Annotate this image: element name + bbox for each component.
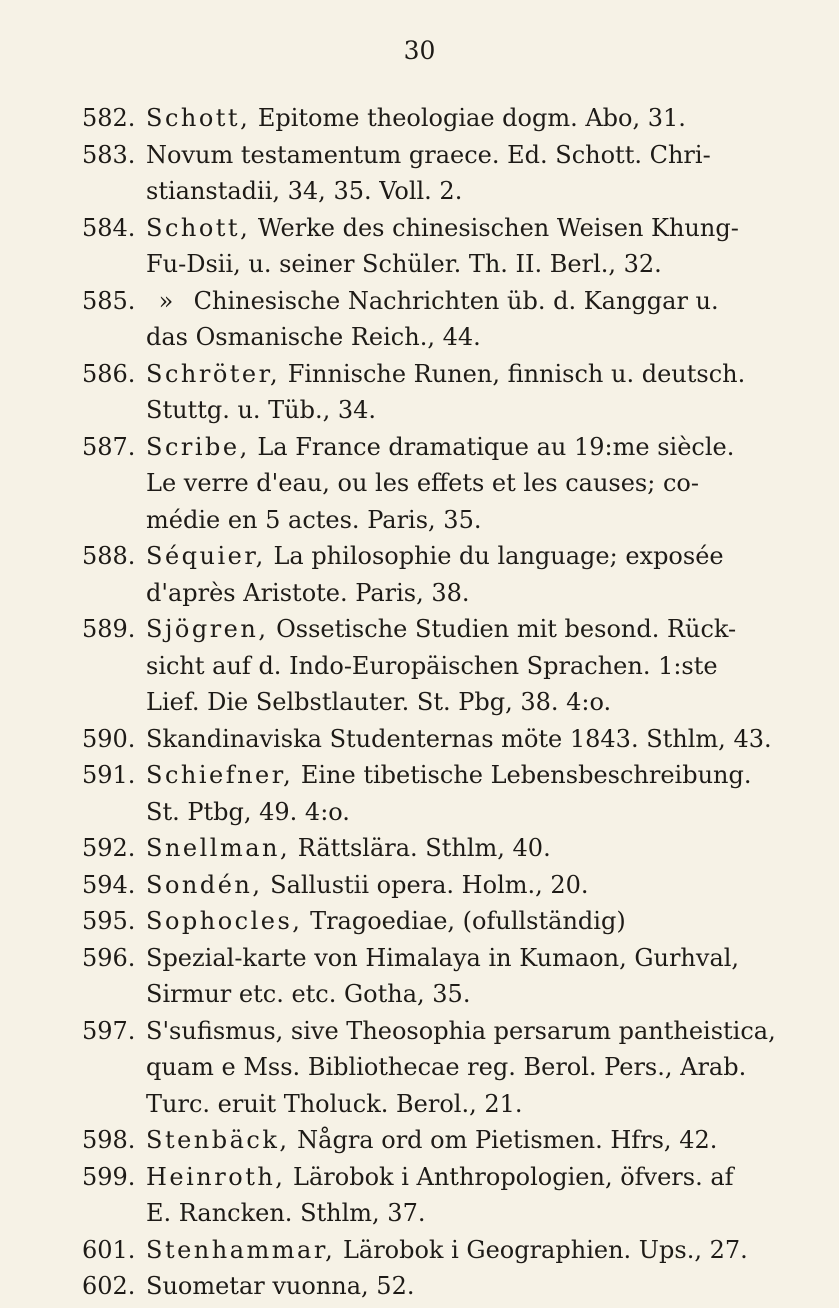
entry-number: 596. bbox=[82, 943, 136, 972]
entry-number: 597. bbox=[82, 1016, 136, 1045]
entry-text: E. Rancken. Sthlm, 37. bbox=[146, 1199, 426, 1227]
entry-text: Rättslära. Sthlm, 40. bbox=[290, 834, 551, 862]
entry-line bbox=[146, 1122, 772, 1159]
entry-text: Några ord om Pietismen. Hfrs, 42. bbox=[289, 1126, 718, 1154]
entry-text: Spezial-karte von Himalaya in Kumaon, Gurhval, bbox=[146, 943, 740, 972]
entry-text: Lief. Die Selbstlauter. St. Pbg, 38. 4:o. bbox=[146, 688, 612, 716]
entry-line bbox=[146, 429, 772, 466]
entry-text: La philosophie du language; exposée bbox=[265, 542, 724, 570]
entry-number: 592. bbox=[82, 834, 136, 862]
entry-text: Fu-Dsii, u. seiner Schüler. Th. II. Berl., 32. bbox=[146, 250, 662, 278]
entry-text: das Osmanische Reich., 44. bbox=[146, 323, 481, 351]
entry-line bbox=[146, 684, 772, 721]
entry-line bbox=[146, 940, 772, 977]
entry-author: Snellman, bbox=[146, 834, 291, 862]
entry-number: 582. bbox=[82, 104, 136, 132]
entry-text: sicht auf d. Indo-Europäischen Sprachen. 1:ste bbox=[146, 651, 718, 680]
catalog-entry bbox=[82, 1268, 772, 1305]
entry-line bbox=[146, 137, 772, 174]
entry-line bbox=[146, 1049, 772, 1086]
entry-text: Suometar vuonna, 52. bbox=[146, 1272, 415, 1300]
entry-line bbox=[146, 1159, 772, 1196]
catalog-entry bbox=[82, 867, 772, 904]
entry-line bbox=[146, 976, 772, 1013]
entry-number: 583. bbox=[82, 140, 136, 169]
entry-author: Schröter, bbox=[146, 359, 281, 388]
catalog-entry bbox=[82, 1013, 776, 1123]
catalog-entry bbox=[82, 721, 772, 758]
entry-author: Stenhammar, bbox=[146, 1235, 336, 1264]
entry-line bbox=[146, 830, 772, 867]
entry-text: St. Ptbg, 49. 4:o. bbox=[146, 797, 350, 826]
entry-number: 599. bbox=[82, 1162, 136, 1191]
entry-text: stianstadii, 34, 35. Voll. 2. bbox=[146, 177, 463, 205]
entry-author: Heinroth, bbox=[146, 1162, 286, 1191]
entry-author: Sophocles, bbox=[146, 907, 303, 935]
entry-line bbox=[146, 867, 772, 904]
entry-text: Chinesische Nachrichten üb. d. Kanggar u. bbox=[186, 286, 719, 315]
entry-number: 601. bbox=[82, 1235, 136, 1264]
entry-author: Schott, bbox=[146, 213, 251, 242]
catalog-entry bbox=[82, 1232, 772, 1269]
catalog-entry bbox=[82, 1159, 772, 1232]
catalog-entry bbox=[82, 100, 772, 137]
entry-line bbox=[146, 575, 772, 612]
catalog-entry bbox=[82, 903, 772, 940]
entry-line bbox=[146, 1268, 772, 1305]
entry-line bbox=[146, 903, 772, 940]
entry-number: 585. bbox=[82, 286, 136, 315]
catalog-entry bbox=[82, 137, 772, 210]
entry-text: Tragoediae, (ofullständig) bbox=[302, 907, 626, 935]
entry-text: Ossetische Studien mit besond. Rück- bbox=[268, 615, 737, 643]
entry-line bbox=[146, 794, 772, 831]
entry-author: Séquier, bbox=[146, 542, 266, 570]
entry-number: 602. bbox=[82, 1272, 136, 1300]
entry-line bbox=[146, 611, 772, 648]
entry-line bbox=[146, 356, 772, 393]
entry-number: 588. bbox=[82, 542, 136, 570]
entry-line bbox=[146, 502, 772, 539]
entry-text: Skandinaviska Studenternas möte 1843. Sthlm, 43. bbox=[146, 724, 772, 753]
entry-line bbox=[146, 1086, 772, 1123]
entry-number: 595. bbox=[82, 907, 136, 935]
entry-number: 587. bbox=[82, 432, 136, 461]
entry-line bbox=[146, 392, 772, 429]
entry-text: Lärobok i Geographien. Ups., 27. bbox=[335, 1235, 748, 1264]
entry-line bbox=[146, 1195, 772, 1232]
entry-line bbox=[146, 538, 772, 575]
entry-line bbox=[146, 757, 772, 794]
entry-line bbox=[146, 319, 772, 356]
entry-text: Finnische Runen, finnisch u. deutsch. bbox=[280, 359, 746, 388]
entry-text: Epitome theologiae dogm. Abo, 31. bbox=[250, 104, 686, 132]
entry-text: quam e Mss. Bibliothecae reg. Berol. Pers., Arab. bbox=[146, 1053, 747, 1081]
entry-number: 598. bbox=[82, 1126, 136, 1154]
catalog-entry bbox=[82, 210, 772, 283]
entry-list bbox=[82, 100, 776, 1305]
entry-text: Le verre d'eau, ou les effets et les causes; co- bbox=[146, 469, 699, 497]
entry-line bbox=[146, 1013, 776, 1050]
entry-text: médie en 5 actes. Paris, 35. bbox=[146, 505, 482, 534]
entry-author: Schiefner, bbox=[146, 761, 294, 789]
catalog-entry bbox=[82, 283, 772, 356]
entry-number: 594. bbox=[82, 870, 136, 899]
entry-text: La France dramatique au 19:me siècle. bbox=[249, 432, 735, 461]
entry-text: Sirmur etc. etc. Gotha, 35. bbox=[146, 980, 471, 1008]
entry-text: Werke des chinesischen Weisen Khung- bbox=[250, 213, 739, 242]
entry-line bbox=[146, 648, 772, 685]
entry-line bbox=[146, 100, 772, 137]
entry-line bbox=[146, 465, 772, 502]
entry-author: Sondén, bbox=[146, 870, 263, 899]
entry-text: Lärobok i Anthropologien, öfvers. af bbox=[285, 1162, 734, 1191]
catalog-entry bbox=[82, 611, 772, 721]
catalog-entry bbox=[82, 1122, 772, 1159]
catalog-entry bbox=[82, 356, 772, 429]
entry-line bbox=[146, 173, 772, 210]
catalog-entry bbox=[82, 940, 772, 1013]
entry-text: d'après Aristote. Paris, 38. bbox=[146, 578, 470, 607]
entry-author: Sjögren, bbox=[146, 615, 269, 643]
entry-number: 589. bbox=[82, 615, 136, 643]
entry-text: Eine tibetische Lebensbeschreibung. bbox=[293, 761, 752, 789]
entry-number: 591. bbox=[82, 761, 136, 789]
entry-line bbox=[146, 721, 772, 758]
entry-number: 584. bbox=[82, 213, 136, 242]
catalog-entry bbox=[82, 757, 772, 830]
catalog-entry bbox=[82, 429, 772, 539]
entry-line bbox=[146, 246, 772, 283]
entry-text: Turc. eruit Tholuck. Berol., 21. bbox=[146, 1089, 523, 1118]
catalog-entry bbox=[82, 538, 772, 611]
entry-text: Novum testamentum graece. Ed. Schott. Chri- bbox=[146, 140, 711, 169]
entry-text: S'sufismus, sive Theosophia persarum pantheistica, bbox=[146, 1016, 776, 1045]
entry-text: Sallustii opera. Holm., 20. bbox=[262, 870, 589, 899]
entry-number: 590. bbox=[82, 724, 136, 753]
page-number: 30 bbox=[403, 36, 436, 65]
entry-author: Stenbäck, bbox=[146, 1126, 290, 1154]
entry-number: 586. bbox=[82, 359, 136, 388]
entry-text: Stuttg. u. Tüb., 34. bbox=[146, 396, 377, 424]
entry-author: Schott, bbox=[146, 104, 251, 132]
entry-line bbox=[146, 283, 772, 320]
entry-line bbox=[146, 210, 772, 247]
entry-author: Scribe, bbox=[146, 432, 250, 461]
entry-line bbox=[146, 1232, 772, 1269]
ditto-mark: » bbox=[158, 286, 174, 315]
catalog-entry bbox=[82, 830, 772, 867]
